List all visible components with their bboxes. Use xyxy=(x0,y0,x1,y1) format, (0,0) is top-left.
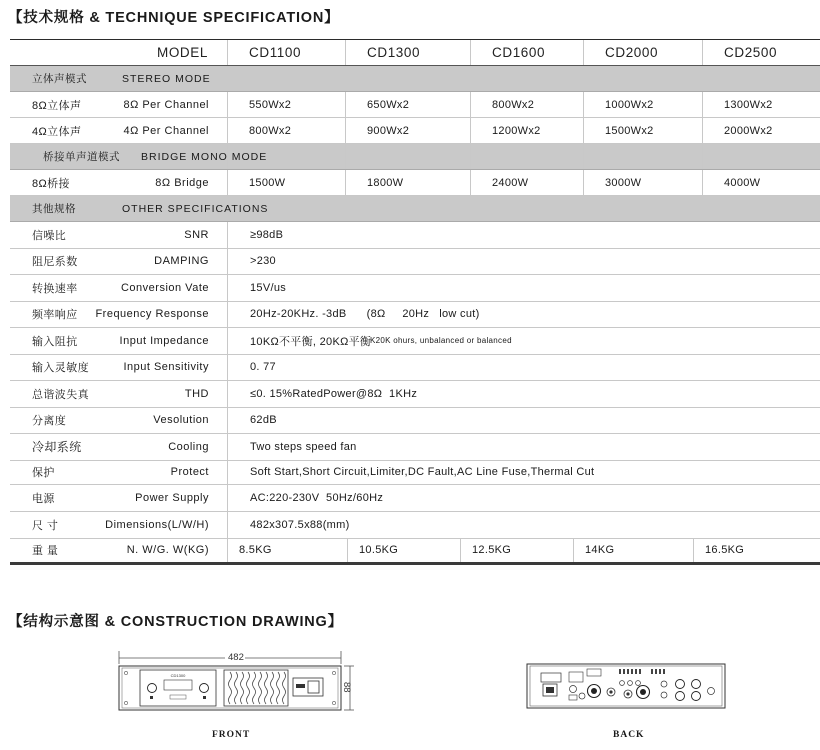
spec-row xyxy=(10,222,820,249)
model-name: CD2500 xyxy=(724,45,778,60)
spec-section-title: 【技术规格 & TECHNIQUE SPECIFICATION】 xyxy=(8,10,340,26)
column-divider xyxy=(227,328,228,354)
row-label-cn: 重 量 xyxy=(32,545,59,557)
column-divider xyxy=(470,170,471,195)
row-value: 16.5KG xyxy=(705,544,745,556)
row-label-en: Conversion Vate xyxy=(120,281,209,294)
row-value: ≤0. 15%RatedPower@8Ω 1KHz xyxy=(250,387,418,400)
row-value: 482x307.5x88(mm) xyxy=(250,518,350,531)
back-panel-drawing xyxy=(525,662,730,712)
column-divider xyxy=(227,381,228,407)
row-label-en: Power Supply xyxy=(135,491,209,504)
spec-row xyxy=(10,461,820,486)
row-label-cn: 冷却系统 xyxy=(32,440,82,455)
row-label-cn: 输入灵敏度 xyxy=(32,362,89,375)
spec-row xyxy=(10,381,820,408)
row-value: 20Hz-20KHz. -3dB (8Ω 20Hz low cut) xyxy=(250,308,480,321)
spec-row xyxy=(10,92,820,118)
column-divider xyxy=(227,302,228,328)
model-name: CD2000 xyxy=(605,45,659,60)
spec-row xyxy=(10,170,820,196)
column-divider xyxy=(470,144,471,169)
column-divider xyxy=(227,485,228,511)
xlr-output-2-icon xyxy=(692,692,701,701)
column-divider xyxy=(573,539,574,562)
width-dimension-label: 482 xyxy=(228,652,244,663)
spec-row xyxy=(10,118,820,144)
row-label-en: Input Impedance xyxy=(119,334,209,347)
row-value: 1000Wx2 xyxy=(605,98,654,111)
band-label-en: STEREO MODE xyxy=(122,72,211,85)
row-label-en: Vesolution xyxy=(153,414,209,427)
column-divider xyxy=(345,144,346,169)
band-label-cn: 桥接单声道模式 xyxy=(43,151,120,163)
column-divider xyxy=(227,249,228,275)
model-header-row xyxy=(10,40,820,66)
row-label-cn: 信噪比 xyxy=(32,229,67,242)
row-label-cn: 频率响应 xyxy=(32,309,78,322)
row-label-en: 8Ω Bridge xyxy=(155,176,209,189)
column-divider xyxy=(702,40,703,65)
row-value: 800Wx2 xyxy=(249,124,292,137)
column-divider xyxy=(345,170,346,195)
spec-row xyxy=(10,485,820,512)
column-divider xyxy=(583,40,584,65)
spec-row xyxy=(10,249,820,276)
row-label-cn: 保护 xyxy=(32,467,55,480)
xlr-output-1-icon xyxy=(692,680,701,689)
row-label-cn: 8Ω立体声 xyxy=(32,99,82,112)
column-divider xyxy=(227,539,228,562)
column-divider xyxy=(470,40,471,65)
row-label-en: 8Ω Per Channel xyxy=(123,98,209,111)
row-value: 3000W xyxy=(605,176,642,189)
row-value: 1500W xyxy=(249,176,286,189)
spec-row xyxy=(10,302,820,329)
row-value: 8.5KG xyxy=(239,544,272,556)
row-value: 1300Wx2 xyxy=(724,98,773,111)
spec-row xyxy=(10,539,820,565)
column-divider xyxy=(227,40,228,65)
row-label-en: 4Ω Per Channel xyxy=(123,124,209,137)
row-value: 4000W xyxy=(724,176,761,189)
column-divider xyxy=(693,539,694,562)
row-label-en: THD xyxy=(184,387,209,400)
model-label: MODEL xyxy=(156,45,208,60)
row-value: 900Wx2 xyxy=(367,124,410,137)
row-value: 800Wx2 xyxy=(492,98,535,111)
row-label-cn: 输入阻抗 xyxy=(32,335,78,348)
spec-row xyxy=(10,512,820,539)
column-divider xyxy=(345,118,346,143)
row-value: Soft Start,Short Circuit,Limiter,DC Fault,AC Line Fuse,Thermal Cut xyxy=(250,466,595,479)
row-label-en: Input Sensitivity xyxy=(123,361,209,374)
column-divider xyxy=(227,144,228,169)
row-label-en: Dimensions(L/W/H) xyxy=(105,518,209,531)
row-label-en: Frequency Response xyxy=(95,308,209,321)
row-label-cn: 转换速率 xyxy=(32,282,78,295)
column-divider xyxy=(227,275,228,301)
model-name: CD1100 xyxy=(249,45,302,60)
column-divider xyxy=(227,461,228,485)
column-divider xyxy=(583,170,584,195)
column-divider xyxy=(227,512,228,538)
row-value: 15V/us xyxy=(250,281,287,294)
row-value: 12.5KG xyxy=(472,544,512,556)
row-value: 2400W xyxy=(492,176,529,189)
column-divider xyxy=(227,408,228,434)
column-divider xyxy=(702,118,703,143)
band-label-cn: 其他规格 xyxy=(32,203,76,215)
column-divider xyxy=(227,434,228,460)
left-knob-icon xyxy=(148,684,157,693)
column-divider xyxy=(227,118,228,143)
band-label-en: OTHER SPECIFICATIONS xyxy=(122,202,269,215)
row-label-en: Protect xyxy=(170,466,209,479)
row-value: 62dB xyxy=(250,414,277,427)
row-value: AC:220-230V 50Hz/60Hz xyxy=(250,491,384,504)
row-value: 1200Wx2 xyxy=(492,124,541,137)
column-divider xyxy=(227,170,228,195)
row-label-cn: 8Ω桥接 xyxy=(32,177,70,190)
column-divider xyxy=(702,92,703,117)
spec-table xyxy=(10,40,820,565)
height-dimension-label: 88 xyxy=(341,682,352,693)
front-caption: FRONT xyxy=(212,730,251,740)
row-value: 1800W xyxy=(367,176,404,189)
panel-model-label: CD1300 xyxy=(170,673,186,678)
band-label-cn: 立体声模式 xyxy=(32,73,87,85)
spec-row xyxy=(10,434,820,461)
row-label-en: N. W/G. W(KG) xyxy=(126,544,209,556)
row-value: 10.5KG xyxy=(359,544,399,556)
row-value: ≥98dB xyxy=(250,228,284,241)
column-divider xyxy=(702,144,703,169)
right-knob-icon xyxy=(200,684,209,693)
row-value: >230 xyxy=(250,255,276,268)
column-divider xyxy=(583,144,584,169)
column-divider xyxy=(470,92,471,117)
row-value: 1500Wx2 xyxy=(605,124,654,137)
spec-row xyxy=(10,328,820,355)
column-divider xyxy=(227,355,228,381)
row-value: 14KG xyxy=(585,544,615,556)
model-name: CD1600 xyxy=(492,45,546,60)
column-divider xyxy=(583,118,584,143)
column-divider xyxy=(583,92,584,117)
xlr-input-2-icon xyxy=(676,692,685,701)
column-divider xyxy=(345,92,346,117)
row-label-en: SNR xyxy=(184,228,209,241)
column-divider xyxy=(470,118,471,143)
row-label-cn: 4Ω立体声 xyxy=(32,125,82,138)
row-label-cn: 尺 寸 xyxy=(32,519,59,532)
row-value: 550Wx2 xyxy=(249,98,292,111)
construction-section-title: 【结构示意图 & CONSTRUCTION DRAWING】 xyxy=(8,614,343,630)
back-caption: BACK xyxy=(613,730,645,740)
row-value: 650Wx2 xyxy=(367,98,410,111)
column-divider xyxy=(460,539,461,562)
spec-row xyxy=(10,355,820,382)
row-label-cn: 总谐波失真 xyxy=(32,388,89,401)
row-label-cn: 电源 xyxy=(32,492,55,505)
column-divider xyxy=(347,539,348,562)
row-value-note: K20K ohurs, unbalanced or balanced xyxy=(370,336,512,346)
row-value: 2000Wx2 xyxy=(724,124,773,137)
spec-row xyxy=(10,275,820,302)
band-label-en: BRIDGE MONO MODE xyxy=(141,150,268,163)
row-label-cn: 分离度 xyxy=(32,415,67,428)
row-value: 10KΩ不平衡, 20KΩ平衡 xyxy=(250,335,372,348)
row-label-en: DAMPING xyxy=(154,255,209,268)
stereo-band-row xyxy=(10,66,820,92)
spec-row xyxy=(10,408,820,435)
column-divider xyxy=(227,222,228,248)
column-divider xyxy=(345,40,346,65)
vent-waves xyxy=(229,672,286,704)
bridge-band-row xyxy=(10,144,820,170)
row-label-en: Cooling xyxy=(168,440,209,453)
model-name: CD1300 xyxy=(367,45,421,60)
row-label-cn: 阻尼系数 xyxy=(32,256,78,269)
xlr-input-1-icon xyxy=(676,680,685,689)
other-band-row xyxy=(10,196,820,222)
column-divider xyxy=(702,170,703,195)
row-value: Two steps speed fan xyxy=(250,440,357,453)
row-value: 0. 77 xyxy=(250,361,276,374)
column-divider xyxy=(227,92,228,117)
